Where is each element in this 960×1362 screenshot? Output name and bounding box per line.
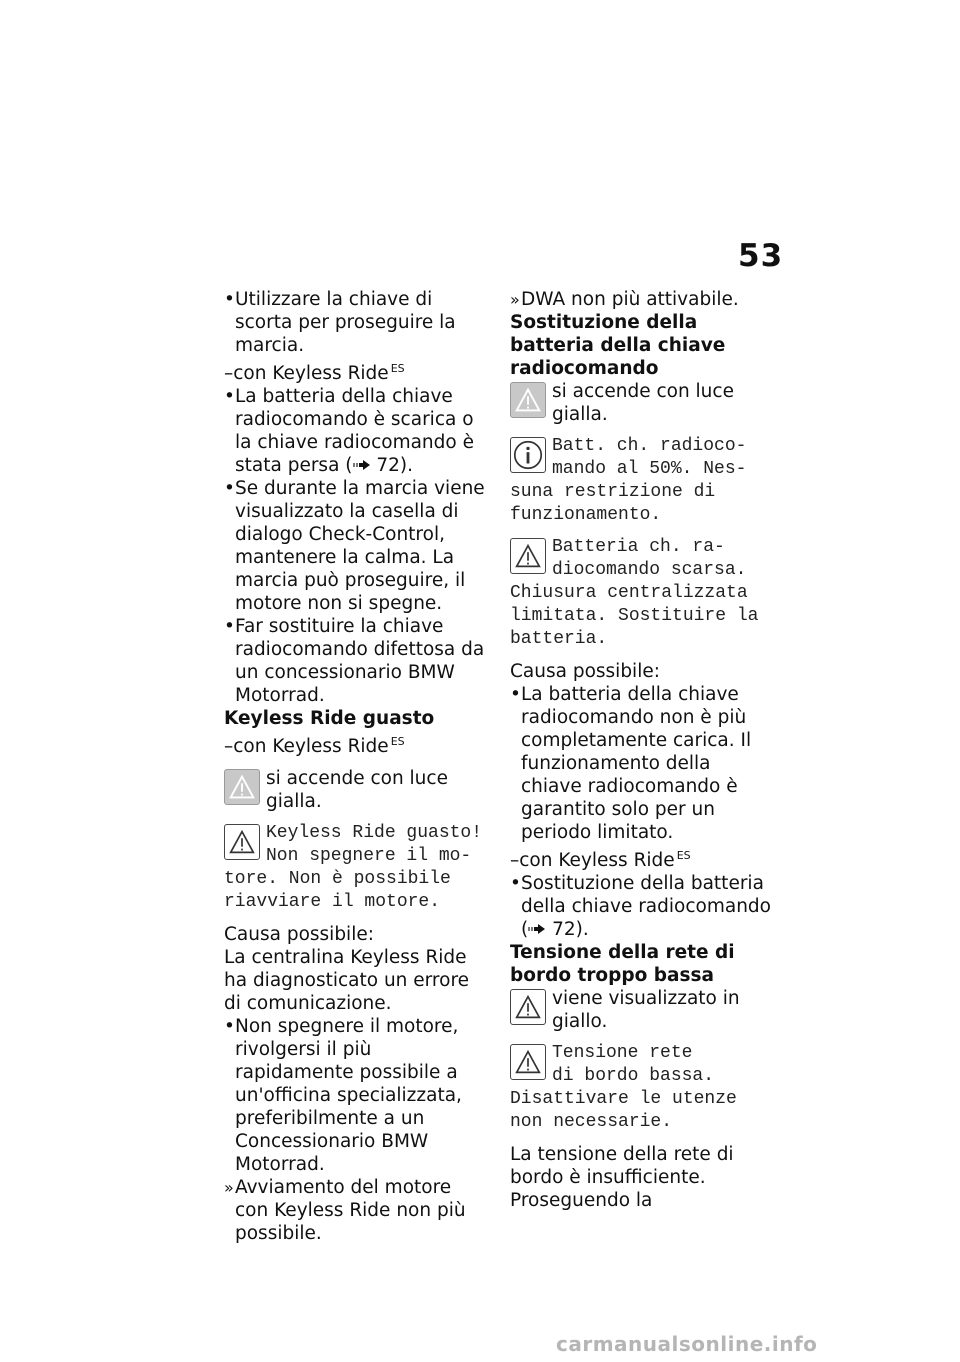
note-text: –con Keyless Ride [224,363,389,384]
warning-triangle-icon [224,824,260,860]
display-message-line: di bordo bassa. [552,1066,715,1086]
result-marker-icon: » [510,290,520,309]
list-item-text: 72). [370,455,414,476]
page-reference-arrow-icon [353,460,371,470]
display-message-line: Tensione rete [552,1043,693,1063]
note-text: –con Keyless Ride [510,850,675,871]
display-message-line: diocomando scarsa. [552,560,747,580]
right-column [510,288,775,1212]
result-item [224,1176,489,1245]
display-message-line: mando al 50%. Nes- [552,459,747,479]
page-reference-arrow-icon [528,924,546,934]
section-heading: Sostituzione della batteria della chiave radiocomando [510,312,726,379]
indicator-text: viene visualizzato in giallo. [552,988,740,1032]
message-row [510,536,775,582]
list-item [510,872,775,941]
paragraph: La tensione della rete di bordo è insufficiente. Proseguendo la [510,1144,734,1211]
indicator-row [510,380,775,426]
message-row [224,822,489,868]
note-superscript: ES [676,849,691,862]
cause-text: La centralina Keyless Ride ha diagnosticato un errore di comunicazione. [224,947,470,1014]
note-superscript: ES [390,362,405,375]
display-message-line: Non spegnere il mo- [266,846,472,866]
display-message-line: suna restrizione di funzionamento. [510,482,716,525]
indicator-text: si accende con luce gialla. [266,768,448,812]
display-message-line: Batt. ch. radioco- [552,436,747,456]
section-heading: Tensione della rete di bordo troppo bassa [510,942,735,986]
message-row [510,1042,775,1088]
page-number: 53 [738,238,784,274]
indicator-text: si accende con luce gialla. [552,381,734,425]
result-item [510,288,775,311]
warning-triangle-icon [510,538,546,574]
info-icon [510,437,546,473]
watermark: carmanualsonline.info [556,1332,818,1356]
equipment-note [510,844,775,872]
list-item-text: Sostituzione della batteria della chiave radiocomando ( [521,873,771,940]
left-column [224,288,489,1245]
equipment-note [224,357,489,385]
list-item: • Utilizzare la chiave di scorta per proseguire la marcia. [224,288,489,357]
display-message-line: Keyless Ride guasto! [266,823,483,843]
list-item: • Far sostituire la chiave radiocomando difettosa da un concessionario BMW Motorrad. [224,615,489,707]
indicator-row [510,987,775,1033]
note-text: –con Keyless Ride [224,736,389,757]
display-message-line: Disattivare le utenze non necessarie. [510,1089,737,1132]
general-warning-light-icon [510,382,546,418]
cause-label: Causa possibile: [224,924,374,945]
list-item-text: La batteria della chiave radiocomando è scarica o la chiave radiocomando è stata persa ( [235,386,474,476]
list-item [224,385,489,477]
message-row [510,435,775,481]
list-item: • Se durante la marcia viene visualizzato la casella di dialogo Check-Control, mantenere la calma. La marcia può proseguire, il motore non si spegne. [224,477,489,615]
result-text: DWA non più attivabile. [521,289,739,310]
list-item-text: 72). [546,919,589,940]
result-text: Avviamento del motore con Keyless Ride non più possibile. [235,1177,466,1244]
display-message-line: Batteria ch. ra- [552,537,725,557]
list-item: • Non spegnere il motore, rivolgersi il più rapidamente possibile a un'officina specializzata, preferibilmente a un Concessionario BMW Motorrad. [224,1015,489,1176]
display-message-line: Chiusura centralizzata limitata. Sostituire la batteria. [510,583,759,649]
result-marker-icon: » [224,1178,234,1197]
note-superscript: ES [390,735,405,748]
equipment-note [224,730,489,758]
display-message-line: tore. Non è possibile riavviare il motore. [224,869,451,912]
list-item: • La batteria della chiave radiocomando non è più completamente carica. Il funzionamento della chiave radiocomando è garantito solo per un periodo limitato. [510,683,775,844]
warning-triangle-icon [510,1044,546,1080]
indicator-row [224,767,489,813]
general-warning-light-icon [224,769,260,805]
cause-label: Causa possibile: [510,661,660,682]
warning-triangle-icon [510,989,546,1025]
section-heading: Keyless Ride guasto [224,708,435,729]
